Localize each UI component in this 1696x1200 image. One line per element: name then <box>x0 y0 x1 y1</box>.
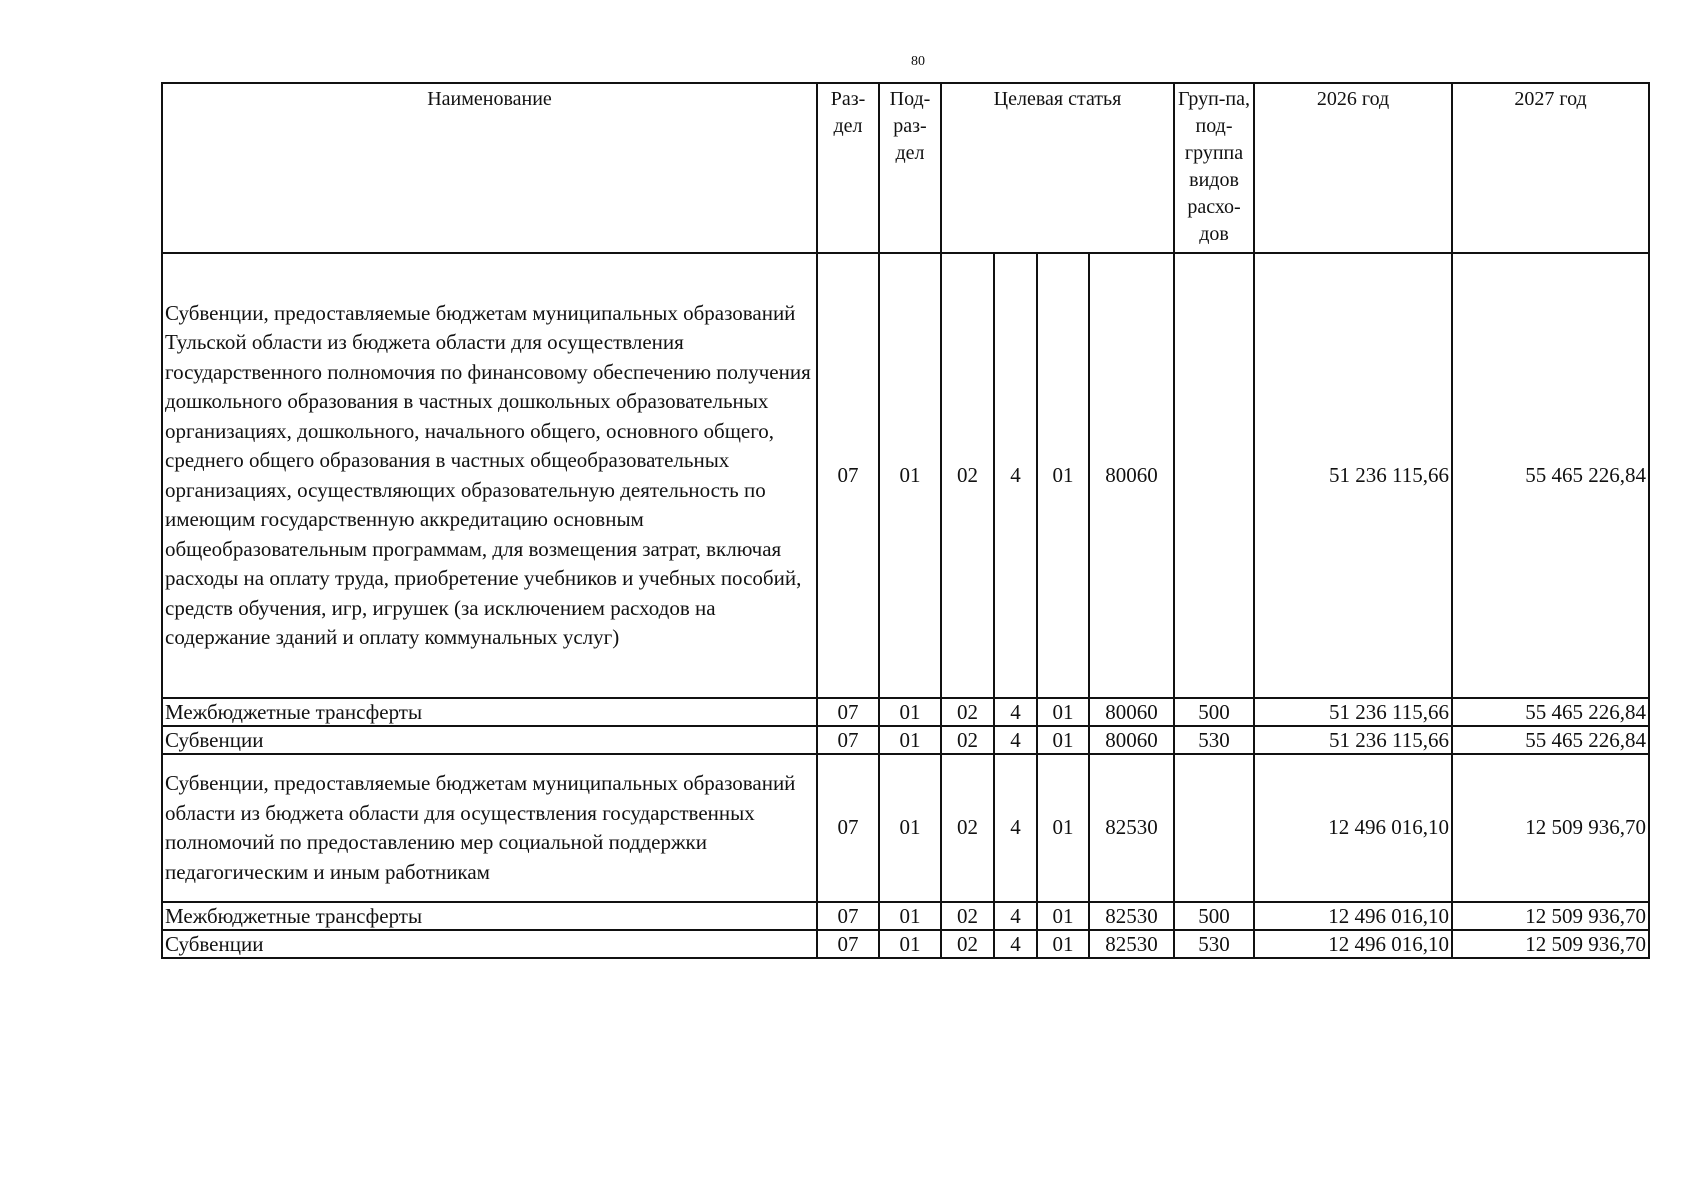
header-razdel: Раз-дел <box>817 83 879 253</box>
row-target-1: 02 <box>941 698 994 726</box>
row-name: Субвенции, предоставляемые бюджетам муниципальных образований Тульской области из бюджета области для осуществления государственного полномочия по финансовому обеспечению получения дошкольного образования в частных дошкольных образовательных организациях, дошкольного, начального общего, основного общего, среднего общего образования в частных общеобразовательных организациях, осуществляющих образовательную деятельность по имеющим государственную аккредитацию основным общеобразовательным программам, для возмещения затрат, включая расходы на оплату труда, приобретение учебников и учебных пособий, средств обучения, игр, игрушек (за исключением расходов на содержание зданий и оплату коммунальных услуг) <box>162 253 817 698</box>
row-target-3: 01 <box>1037 253 1089 698</box>
row-target-1: 02 <box>941 902 994 930</box>
row-target-2: 4 <box>994 754 1037 902</box>
row-target-2: 4 <box>994 930 1037 958</box>
row-group: 530 <box>1174 726 1254 754</box>
row-target-2: 4 <box>994 253 1037 698</box>
row-target-1: 02 <box>941 754 994 902</box>
row-target-2: 4 <box>994 902 1037 930</box>
table-row <box>162 698 1649 726</box>
row-razdel: 07 <box>817 726 879 754</box>
row-podrazdel: 01 <box>879 930 941 958</box>
page-number: 80 <box>911 54 925 69</box>
row-razdel: 07 <box>817 930 879 958</box>
table-row <box>162 930 1649 958</box>
row-podrazdel: 01 <box>879 902 941 930</box>
row-group <box>1174 754 1254 902</box>
row-amount-2026: 51 236 115,66 <box>1254 726 1452 754</box>
budget-table <box>161 82 1650 959</box>
row-target-4: 82530 <box>1089 930 1174 958</box>
row-amount-2027: 12 509 936,70 <box>1452 930 1649 958</box>
row-target-3: 01 <box>1037 698 1089 726</box>
row-target-2: 4 <box>994 726 1037 754</box>
row-podrazdel: 01 <box>879 698 941 726</box>
row-amount-2027: 12 509 936,70 <box>1452 902 1649 930</box>
row-amount-2027: 55 465 226,84 <box>1452 726 1649 754</box>
row-target-4: 80060 <box>1089 698 1174 726</box>
row-amount-2027: 12 509 936,70 <box>1452 754 1649 902</box>
row-podrazdel: 01 <box>879 754 941 902</box>
row-razdel: 07 <box>817 253 879 698</box>
row-amount-2027: 55 465 226,84 <box>1452 698 1649 726</box>
row-target-2: 4 <box>994 698 1037 726</box>
row-target-1: 02 <box>941 253 994 698</box>
row-target-4: 82530 <box>1089 754 1174 902</box>
row-target-3: 01 <box>1037 902 1089 930</box>
row-target-3: 01 <box>1037 726 1089 754</box>
row-podrazdel: 01 <box>879 253 941 698</box>
row-group: 500 <box>1174 698 1254 726</box>
row-name: Субвенции <box>162 726 817 754</box>
header-podrazdel: Под-раз-дел <box>879 83 941 253</box>
row-amount-2026: 12 496 016,10 <box>1254 930 1452 958</box>
row-group: 530 <box>1174 930 1254 958</box>
header-year-2027: 2027 год <box>1452 83 1649 253</box>
row-amount-2026: 51 236 115,66 <box>1254 253 1452 698</box>
header-target-article: Целевая статья <box>941 83 1174 253</box>
table-row <box>162 754 1649 902</box>
row-target-4: 80060 <box>1089 726 1174 754</box>
row-target-4: 80060 <box>1089 253 1174 698</box>
row-podrazdel: 01 <box>879 726 941 754</box>
row-name: Субвенции <box>162 930 817 958</box>
table-row <box>162 902 1649 930</box>
row-name: Субвенции, предоставляемые бюджетам муниципальных образований области из бюджета области для осуществления государственных полномочий по предоставлению мер социальной поддержки педагогическим и иным работникам <box>162 754 817 902</box>
row-amount-2026: 12 496 016,10 <box>1254 754 1452 902</box>
header-expense-group: Груп-па, под-группа видов расхо-дов <box>1174 83 1254 253</box>
row-amount-2027: 55 465 226,84 <box>1452 253 1649 698</box>
row-name: Межбюджетные трансферты <box>162 698 817 726</box>
header-name: Наименование <box>162 83 817 253</box>
row-group <box>1174 253 1254 698</box>
row-razdel: 07 <box>817 698 879 726</box>
header-row <box>162 83 1649 253</box>
row-amount-2026: 51 236 115,66 <box>1254 698 1452 726</box>
table-row <box>162 253 1649 698</box>
row-target-1: 02 <box>941 726 994 754</box>
row-target-4: 82530 <box>1089 902 1174 930</box>
row-target-1: 02 <box>941 930 994 958</box>
row-group: 500 <box>1174 902 1254 930</box>
header-year-2026: 2026 год <box>1254 83 1452 253</box>
table-row <box>162 726 1649 754</box>
row-target-3: 01 <box>1037 754 1089 902</box>
row-razdel: 07 <box>817 902 879 930</box>
row-amount-2026: 12 496 016,10 <box>1254 902 1452 930</box>
row-name: Межбюджетные трансферты <box>162 902 817 930</box>
row-razdel: 07 <box>817 754 879 902</box>
row-target-3: 01 <box>1037 930 1089 958</box>
